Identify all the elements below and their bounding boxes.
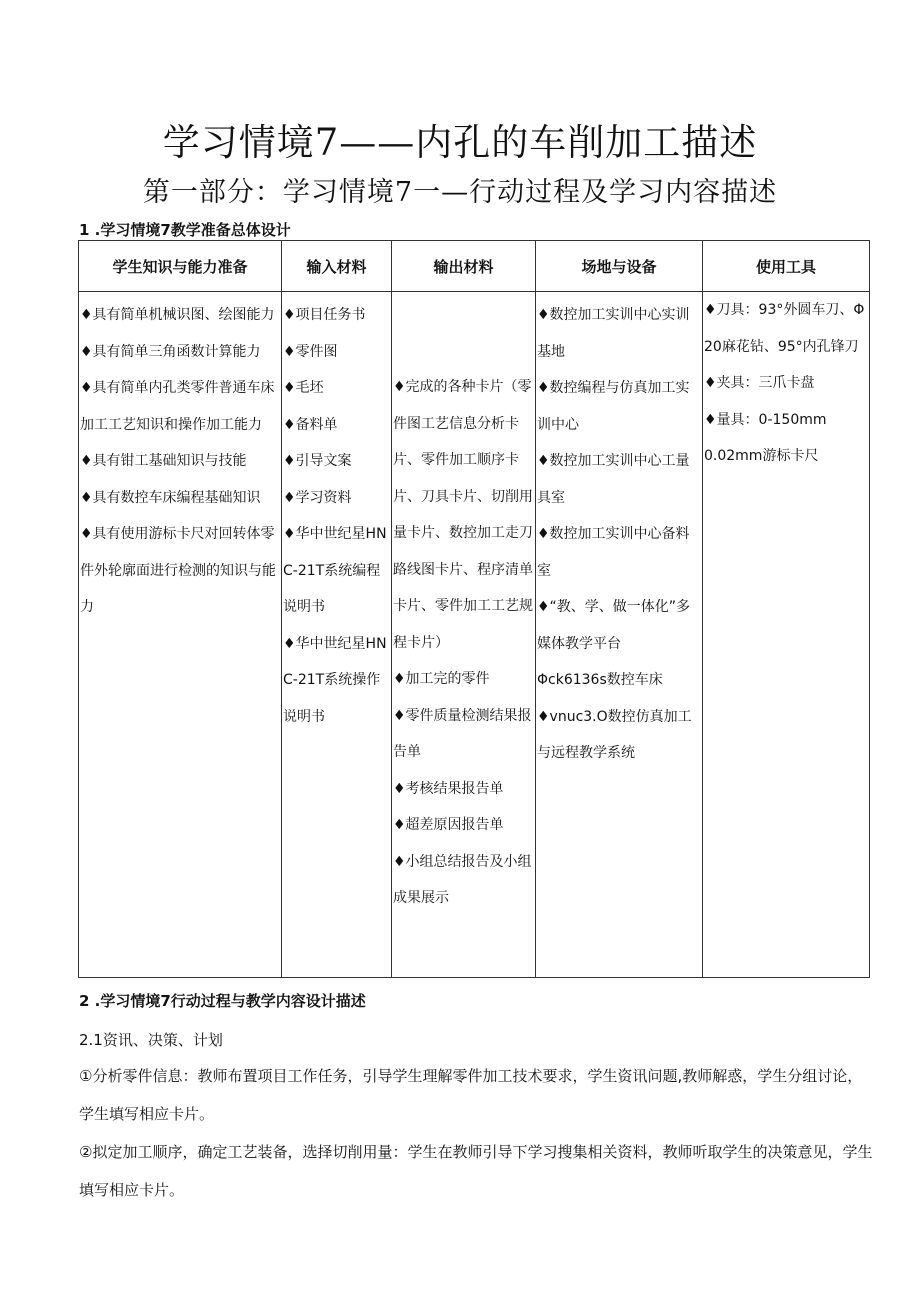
list-item: 0.02mm游标卡尺 xyxy=(704,448,819,464)
tools-cell xyxy=(703,292,870,978)
list-item: ♦华中世纪星HNC-21T系统编程说明书 xyxy=(283,526,387,615)
header-output-materials: 输出材料 xyxy=(392,241,536,292)
paragraph-analyze-part: ①分析零件信息：教师布置项目工作任务，引导学生理解零件加工技术要求，学生资讯问题,教师解惑，学生分组讨论，学生填写相应卡片。 xyxy=(79,1067,863,1123)
list-item: ♦项目任务书 xyxy=(283,307,366,323)
section1-heading: 1 .学习情境7教学准备总体设计 xyxy=(79,221,291,239)
list-item: ♦具有简单机械识图、绘图能力 xyxy=(80,307,275,323)
list-item: ♦具有钳工基础知识与技能 xyxy=(80,453,247,469)
list-item: ♦加工完的零件 xyxy=(393,671,490,687)
list-item: ♦具有简单三角函数计算能力 xyxy=(80,343,261,360)
section2-heading: 2 .学习情境7行动过程与教学内容设计描述 xyxy=(79,992,366,1010)
list-item: ♦毛坯 xyxy=(283,380,324,396)
header-input-materials: 输入材料 xyxy=(282,241,392,292)
input-materials-cell xyxy=(282,292,392,978)
list-item: ♦小组总结报告及小组成果展示 xyxy=(393,853,532,906)
list-item: ♦夹具：三爪卡盘 xyxy=(704,375,815,391)
list-item: ♦学习资料 xyxy=(283,489,352,506)
list-item: ♦vnuc3.O数控仿真加工与远程教学系统 xyxy=(537,708,692,761)
output-materials-cell xyxy=(392,292,536,978)
list-item: ♦数控加工实训中心备料室 xyxy=(537,526,690,579)
list-item: ♦“教、学、做一体化”多媒体教学平台 xyxy=(537,599,691,652)
list-item: ♦超差原因报告单 xyxy=(393,817,504,833)
header-tools: 使用工具 xyxy=(703,241,870,292)
list-item: ♦引导文案 xyxy=(283,453,352,469)
venue-equipment-cell xyxy=(536,292,703,978)
list-item: ♦华中世纪星HNC-21T系统操作说明书 xyxy=(283,635,387,725)
section2-subheading: 2.1资讯、决策、计划 xyxy=(79,1031,223,1049)
table-header-row xyxy=(79,241,870,292)
list-item: ♦考核结果报告单 xyxy=(393,780,504,797)
list-item: Φck6136s数控车床 xyxy=(537,672,663,688)
list-item: ♦刀具：93°外圆车刀、Φ20麻花钻、95°内孔锋刀 xyxy=(704,302,865,355)
preparation-table xyxy=(78,240,870,978)
list-item: ♦具有简单内孔类零件普通车床加工工艺知识和操作加工能力 xyxy=(80,380,275,433)
knowledge-cell xyxy=(79,292,282,978)
list-item: ♦数控加工实训中心工量具室 xyxy=(537,453,690,506)
table-body-row xyxy=(79,292,870,978)
list-item: ♦具有数控车床编程基础知识 xyxy=(80,489,261,506)
list-item: ♦零件质量检测结果报告单 xyxy=(393,707,532,760)
list-item: ♦具有使用游标卡尺对回转体零件外轮廓面进行检测的知识与能力 xyxy=(80,526,276,615)
header-knowledge: 学生知识与能力准备 xyxy=(79,241,282,292)
list-item: ♦完成的各种卡片（零件图工艺信息分析卡片、零件加工顺序卡片、刀具卡片、切削用量卡片、数控加工走刀路线图卡片、程序清单卡片、零件加工工艺规程卡片） xyxy=(393,379,533,651)
paragraph-process-order: ②拟定加工顺序，确定工艺装备，选择切削用量：学生在教师引导下学习搜集相关资料，教师听取学生的决策意见，学生填写相应卡片。 xyxy=(79,1143,873,1199)
list-item: ♦量具：0-150mm xyxy=(704,411,827,428)
list-item: ♦数控编程与仿真加工实训中心 xyxy=(537,380,690,433)
header-venue-equipment: 场地与设备 xyxy=(536,241,703,292)
document-subtitle: 第一部分：学习情境7一—行动过程及学习内容描述 xyxy=(142,177,778,208)
list-item: ♦零件图 xyxy=(283,343,338,360)
document-title: 学习情境7——内孔的车削加工描述 xyxy=(162,121,758,164)
list-item: ♦备料单 xyxy=(283,416,338,433)
list-item: ♦数控加工实训中心实训基地 xyxy=(537,307,690,360)
